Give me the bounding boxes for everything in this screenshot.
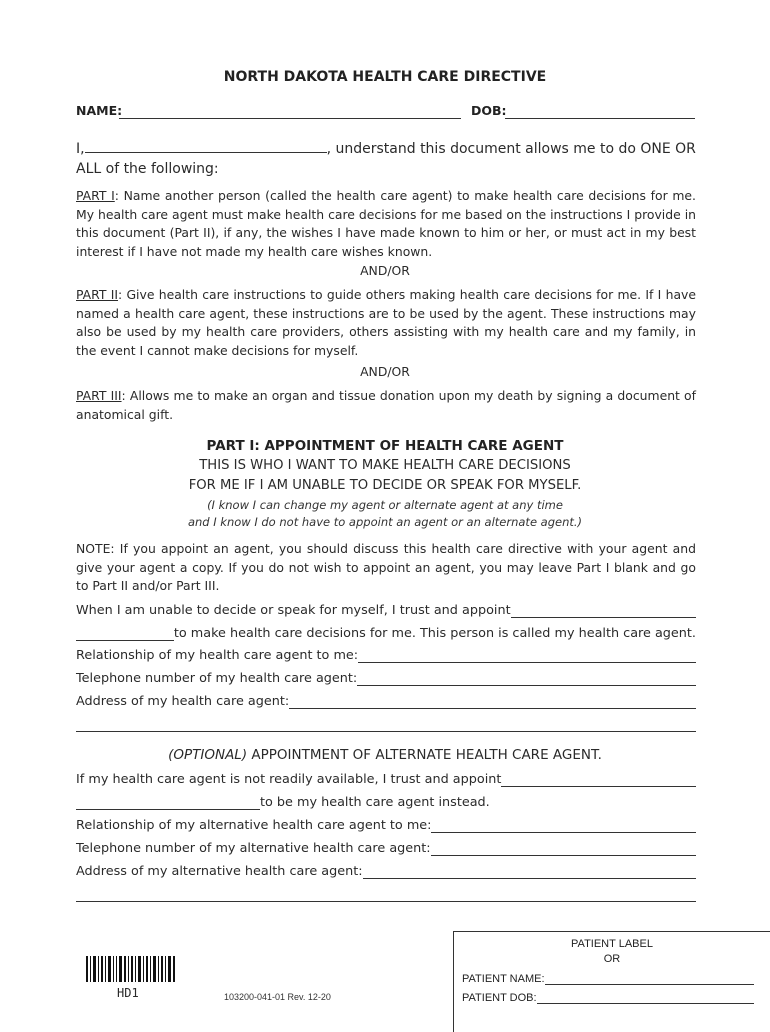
agent-address-field-line2[interactable]: [76, 731, 696, 732]
form-number: 103200-041-01 Rev. 12-20: [224, 992, 331, 1002]
alternate-agent-name-field-continued[interactable]: [76, 795, 260, 810]
alternate-address-label: Address of my alternative health care agent:: [76, 864, 363, 879]
alternate-telephone-field[interactable]: [431, 841, 696, 856]
part3-label: PART III: [76, 388, 122, 403]
part3-text: : Allows me to make an organ and tissue donation upon my death by signing a document of anatomical gift.: [76, 388, 696, 422]
alternate-address-field[interactable]: [363, 864, 696, 879]
optional-tag: (OPTIONAL): [168, 747, 248, 763]
alternate-address-field-line2[interactable]: [76, 901, 696, 902]
alternate-agent-title: [0, 747, 770, 763]
alternate-telephone-label: Telephone number of my alternative health care agent:: [76, 841, 431, 856]
patient-label-or: OR: [603, 953, 621, 965]
agent-address-field[interactable]: [289, 694, 696, 709]
part1-label: PART I: [76, 188, 115, 203]
agent-address-row: [76, 694, 696, 709]
patient-name-label: PATIENT NAME:: [462, 973, 545, 985]
agent-trust-continued: to make health care decisions for me. This person is called my health care agent.: [173, 626, 696, 641]
part1-italic-note-1: (I know I can change my agent or alternate agent at any time: [207, 498, 563, 512]
intro-prefix: I,: [76, 141, 85, 157]
patient-name-field[interactable]: [545, 972, 754, 985]
part3-description: [76, 387, 696, 424]
part1-subtitle-1: THIS IS WHO I WANT TO MAKE HEALTH CARE DECISIONS: [199, 458, 571, 473]
agent-name-field-continued[interactable]: [76, 626, 174, 641]
alternate-trust-row: [76, 772, 696, 787]
alternate-relationship-label: Relationship of my alternative health care agent to me:: [76, 818, 432, 833]
patient-dob-row: [462, 991, 754, 1004]
alternate-agent-name-field[interactable]: [501, 772, 696, 787]
barcode-text: HD1: [117, 986, 139, 1000]
agent-address-label: Address of my health care agent:: [76, 694, 290, 709]
patient-label-box: [453, 931, 770, 1032]
agent-name-field[interactable]: [511, 603, 696, 618]
part1-section-title: PART I: APPOINTMENT OF HEALTH CARE AGENT: [206, 438, 564, 454]
agent-trust-row: [76, 603, 696, 618]
part2-text: : Give health care instructions to guide others making health care decisions for me. If I have named a health care agent, these instructions are to be used by the agent. These instructions may also be used by my health care providers, others assisting with my health care and my family, in the event I cannot make decisions for myself.: [76, 287, 696, 358]
alternate-address-row: [76, 864, 696, 879]
part1-italic-note-2: and I know I do not have to appoint an agent or an alternate agent.): [187, 515, 583, 529]
patient-name-row: [462, 972, 754, 985]
and-or-2: AND/OR: [360, 364, 410, 379]
patient-dob-label: PATIENT DOB:: [462, 992, 537, 1004]
agent-telephone-label: Telephone number of my health care agent:: [76, 671, 358, 686]
patient-label-heading: PATIENT LABEL: [571, 938, 653, 950]
intro-statement: [76, 138, 696, 179]
intro-rest: , understand this document allows me to do ONE OR: [326, 141, 696, 157]
agent-telephone-field[interactable]: [357, 671, 696, 686]
name-label: NAME:: [76, 103, 123, 118]
agent-trust-label: When I am unable to decide or speak for myself, I trust and appoint: [76, 603, 511, 618]
alternate-relationship-row: [76, 818, 696, 833]
part1-text: : Name another person (called the health care agent) to make health care decisions for me. My health care agent must make health care decisions for me based on the instructions I provide in this document (Part II), if any, the wishes I have made known to him or her, or must act in my best interest if I have not made my health care wishes known.: [76, 188, 696, 259]
alternate-telephone-row: [76, 841, 696, 856]
agent-telephone-row: [76, 671, 696, 686]
alternate-trust-continued: to be my health care agent instead.: [260, 795, 490, 810]
alternate-title-text: APPOINTMENT OF ALTERNATE HEALTH CARE AGENT.: [247, 747, 602, 763]
agent-relationship-field[interactable]: [358, 648, 696, 663]
alternate-relationship-field[interactable]: [431, 818, 696, 833]
barcode-icon: [86, 956, 176, 982]
and-or-1: AND/OR: [360, 263, 410, 278]
alternate-trust-label: If my health care agent is not readily available, I trust and appoint: [76, 772, 502, 787]
dob-label: DOB:: [471, 103, 507, 118]
agent-trust-continued-row: [76, 626, 696, 641]
name-field[interactable]: [119, 104, 461, 119]
dob-field[interactable]: [505, 104, 695, 119]
agent-relationship-label: Relationship of my health care agent to me:: [76, 648, 359, 663]
part1-description: [76, 187, 696, 261]
alternate-trust-continued-row: [76, 795, 696, 810]
part2-description: [76, 286, 696, 360]
document-title: NORTH DAKOTA HEALTH CARE DIRECTIVE: [223, 69, 547, 85]
part1-note: NOTE: If you appoint an agent, you should discuss this health care directive with your agent and give your agent a copy. If you do not wish to appoint an agent, you may leave Part I blank and go to Part II and/or Part III.: [76, 541, 696, 593]
agent-relationship-row: [76, 648, 696, 663]
declarant-name-field[interactable]: [85, 138, 327, 153]
patient-dob-field[interactable]: [537, 991, 754, 1004]
part1-subtitle-2: FOR ME IF I AM UNABLE TO DECIDE OR SPEAK FOR MYSELF.: [188, 478, 582, 493]
intro-line2: ALL of the following:: [76, 161, 219, 177]
part2-label: PART II: [76, 287, 119, 302]
